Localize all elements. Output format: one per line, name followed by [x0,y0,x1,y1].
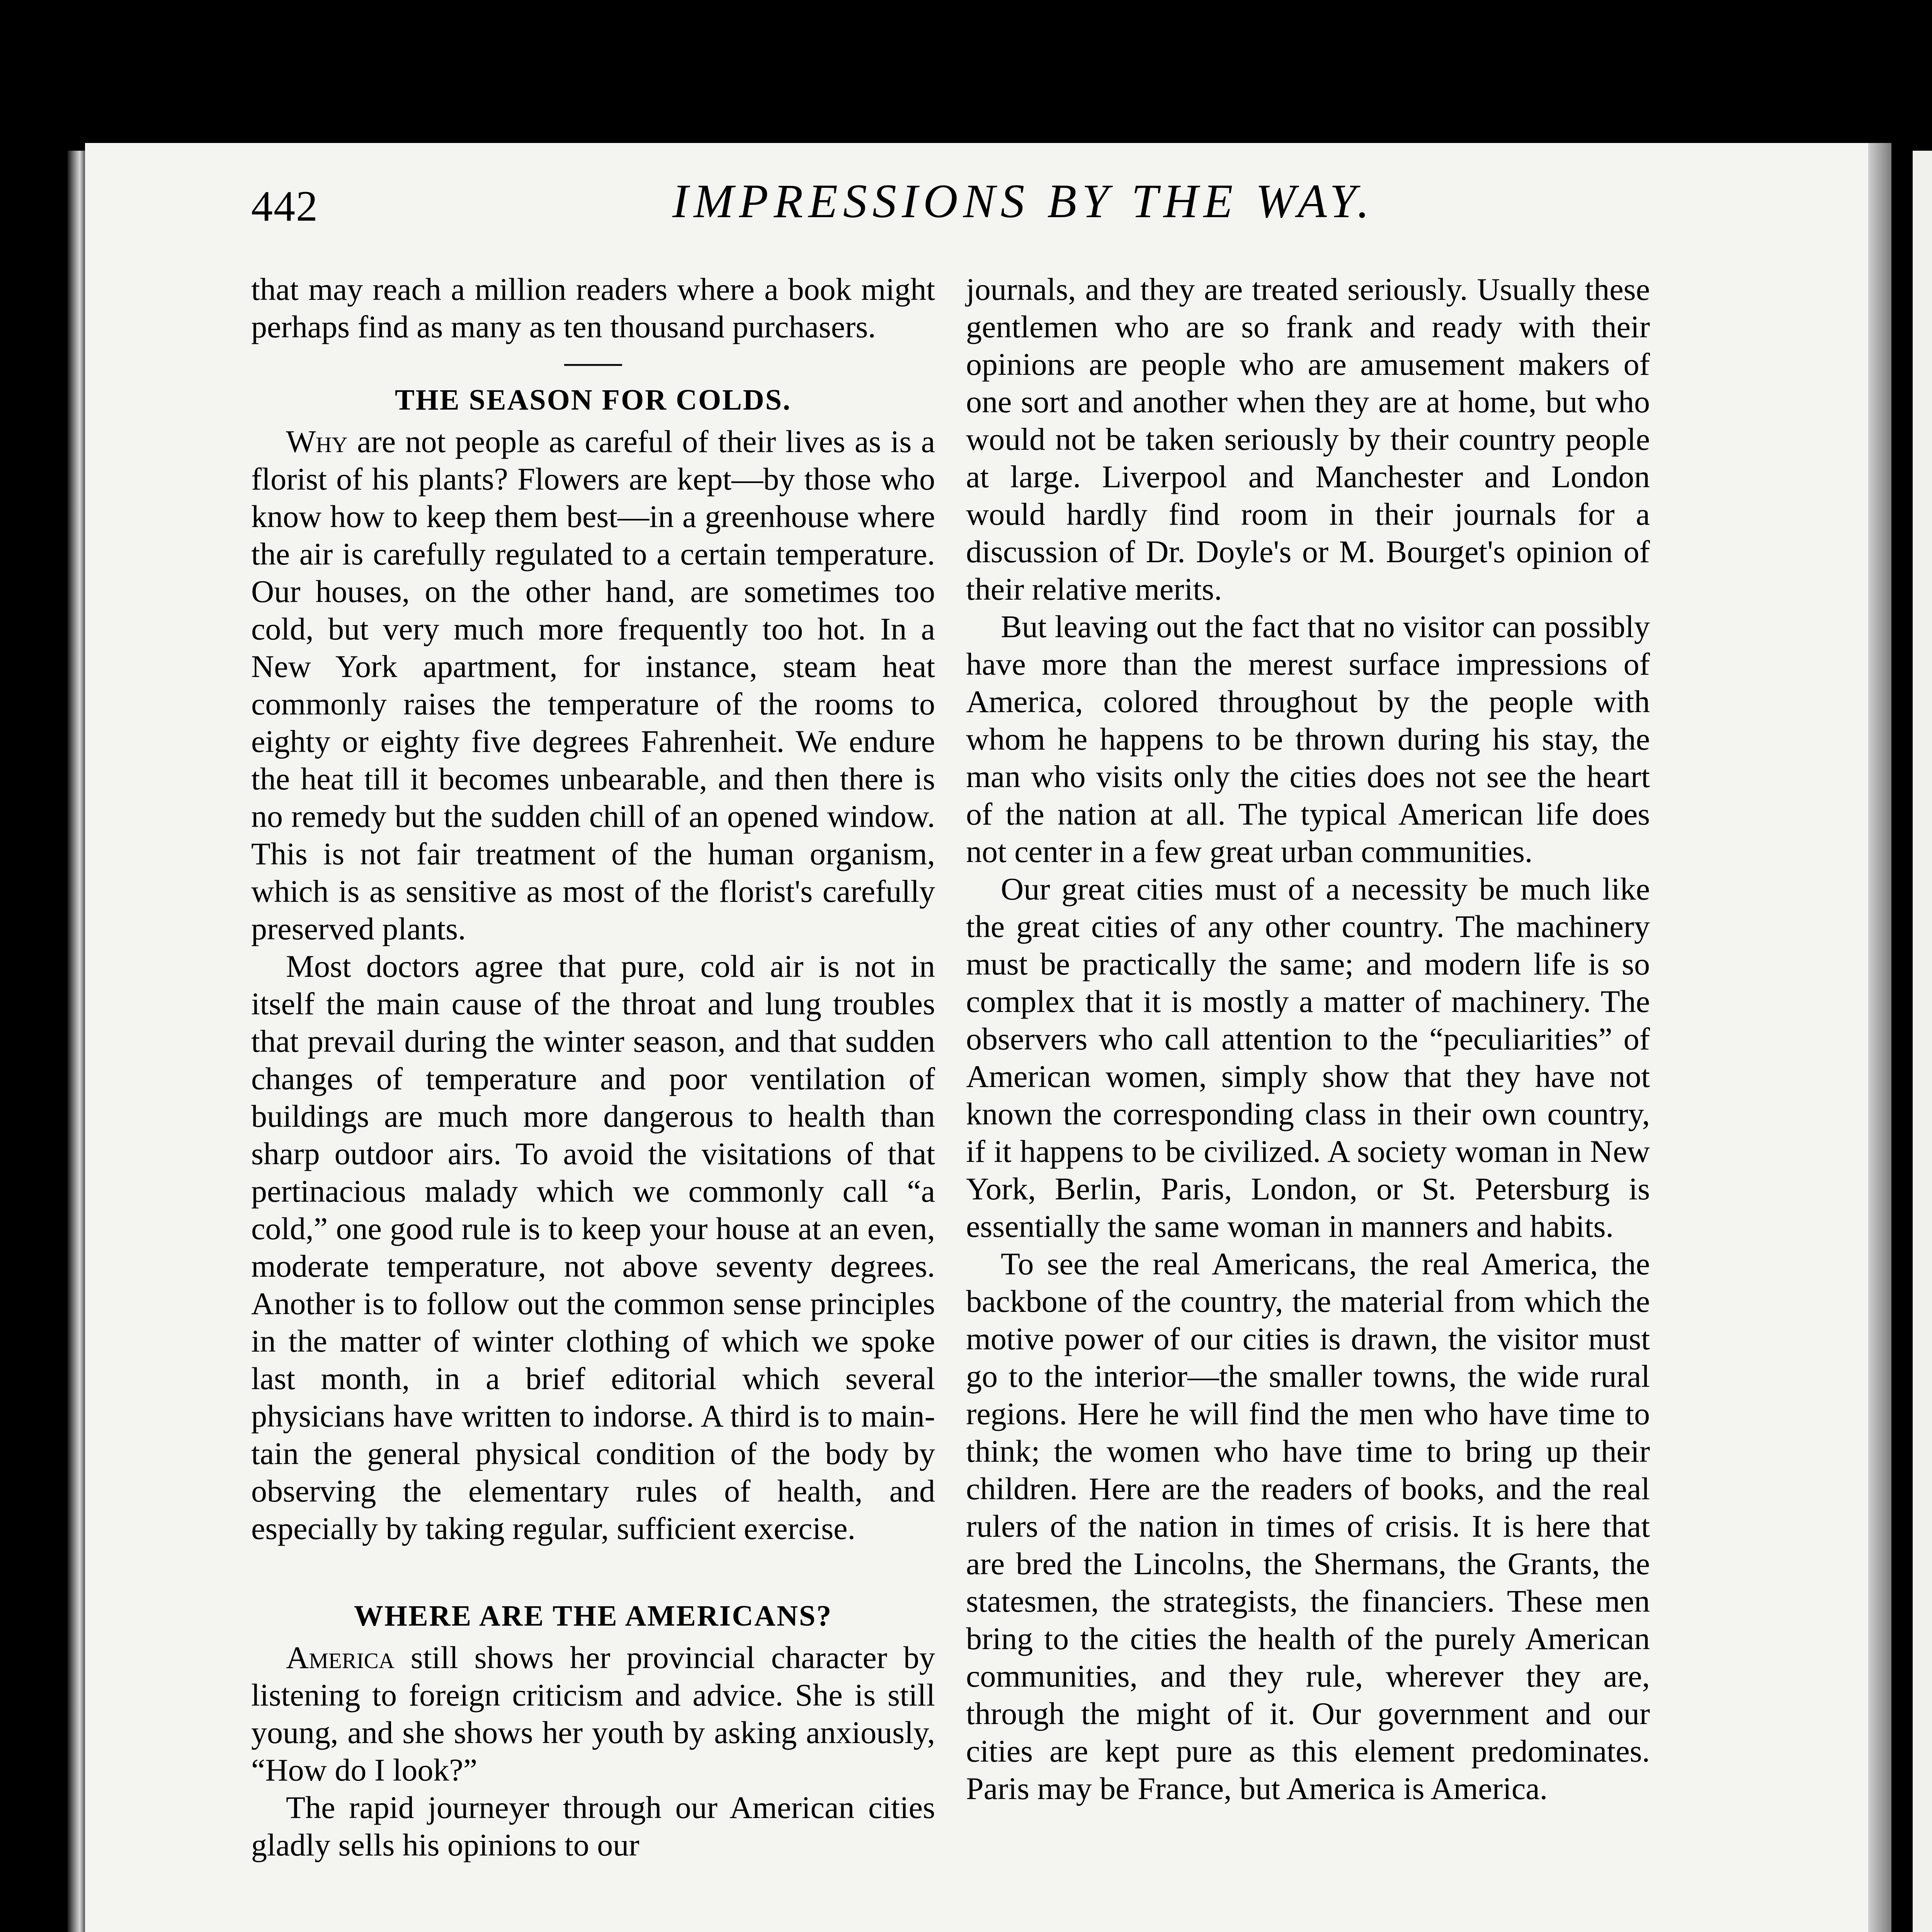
running-header [251,170,1739,240]
section-divider [564,364,622,366]
colds-paragraph-2: Most doctors agree that pure, cold air is not in itself the main cause of the throat and lung troubles that prevail during the winter season, and that sudden changes of temperature and poor ventilation of buildings are much more dangerous to health than sharp outdoor airs. To avoid the visitations of that pertinacious malady which we commonly call “a cold,” one good rule is to keep your house at an even, moderate temperature, not above seventy degrees. Another is to follow out the common sense principles in the matter of winter clothing of which we spoke last month, in a brief editorial which several physicians have written to indorse. A third is to maintain the general physical condition of the body by observing the elementary rules of health, and especially by taking regular, sufficient exercise. [251,949,935,1546]
section-heading-colds: THE SEASON FOR COLDS. [395,384,791,416]
right-paragraph-3: Our great cities must of a necessity be much like the great cities of any other country. The machinery must be practically the same; and modern life is so complex that it is mostly a matter of machinery. The observers who call attention to the “peculiarities” of American women, simply show that they have not known the corresponding class in their own country, if it happens to be civilized. A society woman in New York, Berlin, Paris, London, or St. Petersburg is essentially the same woman in manners and habits. [966,871,1650,1244]
americans-paragraph-1 [251,1639,935,1789]
right-column [966,270,1650,1807]
colds-lead-word: Why [286,424,348,459]
scan-binding-edge [68,151,85,1932]
running-title: IMPRESSIONS BY THE WAY. [672,175,1375,228]
page-number: 442 [251,182,318,230]
americans-paragraph-1-text: still shows her provincial character by listening to foreign criticism and advice. She is still young, and she shows her youth by asking anxiously, “How do I look?” [251,1640,935,1787]
section-heading-americans: WHERE ARE THE AMERICANS? [354,1600,833,1632]
americans-paragraph-2: The rapid journeyer through our American cities gladly sells his opinions to our [251,1790,935,1862]
right-paragraph-4: To see the real Americans, the real America, the backbone of the country, the material from which the motive power of our cities is drawn, the visitor must go to the interior—the smaller towns, the wide rural regions. Here he will find the men who have time to think; the women who have time to bring up their children. Here are the readers of books, and the real rulers of the nation in times of crisis. It is here that are bred the Lincolns, the Shermans, the Grants, the statesmen, the strategists, the financiers. These men bring to the cities the health of the purely American communities, and they rule, wherever they are, through the might of it. Our government and our cities are kept pure as this element predominates. Paris may be France, but America is America. [966,1246,1650,1806]
colds-paragraph-1-text: are not people as careful of their lives as is a florist of his plants? Flowers are kept—by those who know how to keep them best—in a greenhouse where the air is carefully regulated to a certain temperature. Our houses, on the other hand, are sometimes too cold, but very much more frequently too hot. In a New York apartment, for instance, steam heat commonly raises the temperature of the rooms to eighty or eighty five degrees Fahrenheit. We endure the heat till it becomes unbearable, and then there is no remedy but the sudden chill of an opened window. This is not fair treatment of the human organism, which is as sensitive as most of the florist's carefully preserved plants. [251,424,935,946]
americans-lead-word: America [286,1640,395,1675]
adjacent-page-edge [1913,151,1932,1932]
continuation-paragraph: that may reach a million readers where a book might perhaps find as many as ten thousand purchasers. [251,272,935,344]
right-paragraph-2: But leaving out the fact that no visitor can possibly have more than the merest surface impressions of America, colored throughout by the people with whom he happens to be thrown during his stay, the man who visits only the cities does not see the heart of the nation at all. The typical American life does not center in a few great urban communities. [966,609,1650,869]
right-paragraph-1: journals, and they are treated seriously. Usually these gentlemen who are so frank and ready with their opinions are people who are amusement makers of one sort and another when they are at home, but who would not be taken seriously by their country people at large. Liverpool and Manchester and London would hardly find room in their journals for a discussion of Dr. Doyle's or M. Bourget's opinion of their relative merits. [966,272,1650,607]
colds-paragraph-1 [251,423,935,947]
page-right-edge [1868,143,1891,1932]
left-column [251,270,935,1864]
